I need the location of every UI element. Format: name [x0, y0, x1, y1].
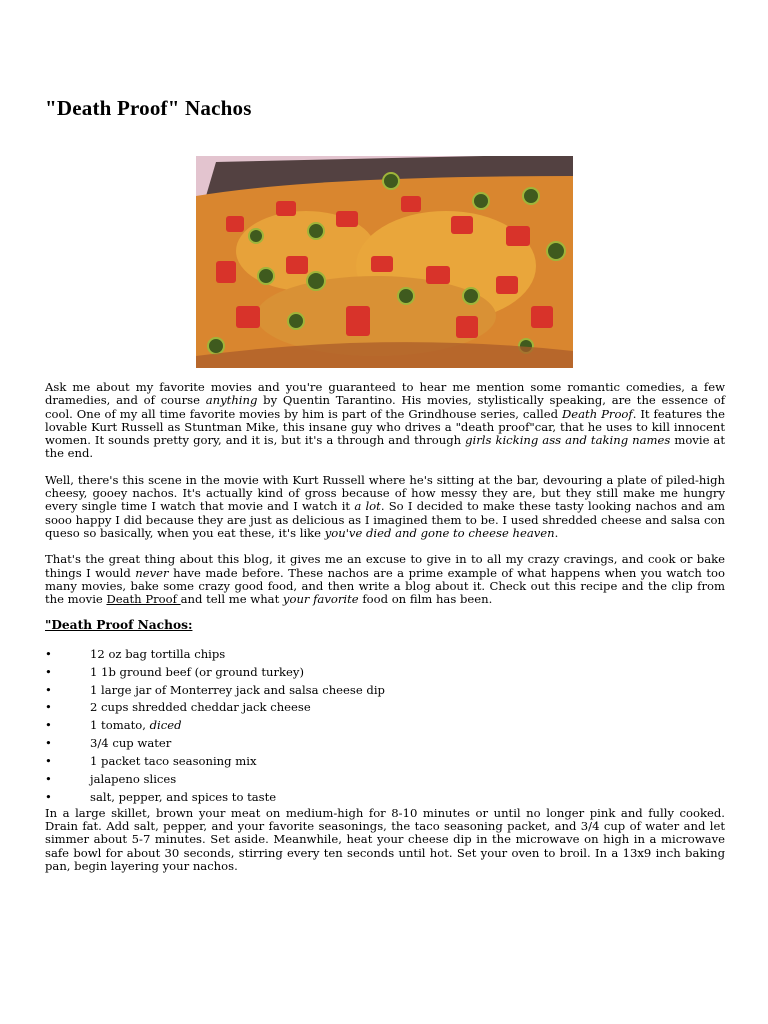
post-body: [45, 381, 725, 886]
emphasis: a lot: [354, 499, 381, 514]
list-item: [45, 735, 725, 753]
emphasis: Death Proof: [561, 406, 633, 421]
list-item: [45, 664, 725, 682]
bullet: •: [45, 664, 52, 679]
text-run: have made before. These nachos are a prime example of what happens when you watch too many movies, bake some crazy good food, and then write a blog about it. Check out this recipe and the clip from the movie: [45, 565, 725, 607]
text-run: and tell me what: [180, 592, 283, 607]
death-proof-link[interactable]: Death Proof: [106, 592, 181, 607]
emphasis: girls kicking ass and taking names: [465, 433, 671, 448]
ingredient-text: jalapeno slices: [90, 771, 177, 786]
ingredient-text: 1 large jar of Monterrey jack and salsa cheese dip: [90, 682, 385, 697]
bullet: •: [45, 754, 52, 769]
text-run: by Quentin Tarantino. His movies, stylistically speaking, are the essence of cool. One of my all time favorite movies by him is part of the Grindhouse series, called: [45, 393, 725, 421]
text-run: That's the great thing about this blog, it gives me an excuse to give in to all my crazy cravings, and cook or bake things I would: [45, 552, 725, 580]
ingredient-text: salt, pepper, and spices to taste: [90, 789, 277, 804]
paragraph-scene: [45, 474, 725, 540]
bullet: •: [45, 682, 52, 697]
bullet: •: [45, 646, 52, 661]
text-run: .: [554, 525, 559, 540]
text-run: food on film has been.: [358, 592, 493, 607]
ingredient-text: 2 cups shredded cheddar jack cheese: [90, 700, 311, 715]
emphasis: you've died and gone to cheese heaven: [324, 525, 555, 540]
text-run: . It features the lovable Kurt Russell as Stuntman Mike, this insane guy who drives a "death proof"car, that he uses to kill innocent women. It sounds pretty gory, and it is, but it's a through and through: [45, 406, 725, 448]
nachos-photo: [196, 156, 573, 368]
list-item: [45, 699, 725, 717]
text-run: Well, there's this scene in the movie with Kurt Russell where he's sitting at the bar, devouring a plate of piled-high cheesy, gooey nachos. It's actually kind of gross because of how messy they are, but they still make me hungry every single time I watch that movie and I watch it: [45, 472, 725, 514]
ingredient-text: 12 oz bag tortilla chips: [90, 646, 226, 661]
recipe-title: "Death Proof Nachos:: [45, 618, 193, 633]
list-item: [45, 646, 725, 664]
ingredient-text: 1 packet taco seasoning mix: [90, 754, 257, 769]
bullet: •: [45, 789, 52, 804]
text-run: Ask me about my favorite movies and you're guaranteed to hear me mention some romantic comedies, a few dramedies, and of course: [45, 380, 725, 408]
ingredient-list: [45, 646, 725, 807]
text-run: movie at the end.: [45, 433, 726, 461]
page-title: "Death Proof" Nachos: [45, 96, 252, 120]
ingredient-text: 1 1b ground beef (or ground turkey): [90, 664, 304, 679]
emphasis: never: [135, 565, 169, 580]
emphasis: diced: [149, 718, 182, 733]
list-item: [45, 771, 725, 789]
ingredient-text: 3/4 cup water: [90, 736, 172, 751]
paragraph-intro: [45, 381, 725, 461]
bullet: •: [45, 736, 52, 751]
paragraph-blog: [45, 553, 725, 606]
bullet: •: [45, 771, 52, 786]
list-item: [45, 717, 725, 735]
nachos-illustration: [196, 156, 573, 368]
bullet: •: [45, 700, 52, 715]
list-item: [45, 753, 725, 771]
list-item: [45, 682, 725, 700]
instructions-paragraph: In a large skillet, brown your meat on medium-high for 8-10 minutes or until no longer pink and fully cooked. Drain fat. Add salt, pepper, and your favorite seasonings, the taco seasoning packet, and 3/4 cup of water and let simmer about 5-7 minutes. Set aside. Meanwhile, heat your cheese dip in the microwave on high in a microwave safe bowl for about 30 seconds, stirring every ten seconds until hot. Set your oven to broil. In a 13x9 inch baking pan, begin layering your nachos.: [45, 805, 725, 873]
list-item: [45, 789, 725, 807]
ingredient-text: 1 tomato,: [90, 718, 150, 733]
bullet: •: [45, 718, 52, 733]
text-run: . So I decided to make these tasty looking nachos and am sooo happy I did because they are just as delicious as I imagined them to be. I used shredded cheese and salsa con queso so basically, when you eat these, it's like: [45, 499, 725, 540]
emphasis: your favorite: [282, 592, 359, 607]
emphasis: anything: [205, 393, 258, 408]
